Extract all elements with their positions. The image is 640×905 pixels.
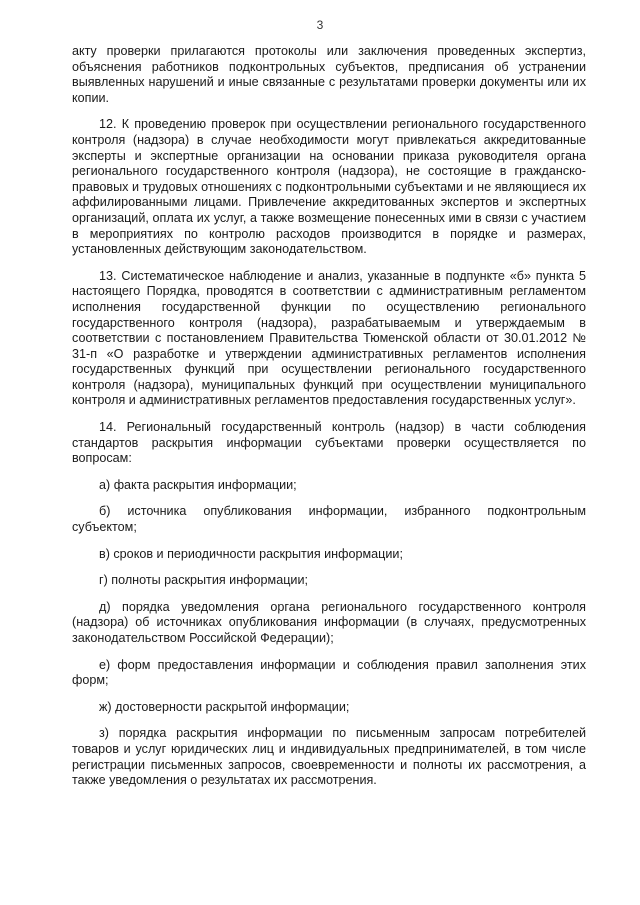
subitem-z: з) порядка раскрытия информации по письменным запросам потребителей товаров и услуг юридических лиц и индивидуальных предпринимателей, в том числе регистрации письменных запросов, своевременности и полноты их рассмотрения, а также уведомления о результатах их рассмотрения. [72,726,586,788]
subitem-a: а) факта раскрытия информации; [99,477,297,492]
subitem-d: д) порядка уведомления органа регионального государственного контроля (надзора) об источниках опубликования информации (в случаях, предусмотренных законодательством Российской Федерации); [72,599,586,645]
paragraph-item-14: 14. Региональный государственный контроль (надзор) в части соблюдения стандартов раскрытия информации субъектами проверки осуществляется по вопросам: [72,420,586,466]
subitem-g: г) полноты раскрытия информации; [99,573,308,588]
subitem-zh: ж) достоверности раскрытой информации; [99,699,350,714]
subitem-e: е) форм предоставления информации и соблюдения правил заполнения этих форм; [72,657,586,688]
paragraph-item-12: 12. К проведению проверок при осуществлении регионального государственного контроля (надзора) в случае необходимости могут привлекаться аккредитованные эксперты и экспертные организации на основании приказа руководителя органа регионального государственного контроля (надзора), не состоящие в гражданско-правовых и трудовых отношениях с подконтрольными субъектами и не являющиеся их аффилированными лицами. Привлечение аккредитованных экспертов и экспертных организаций, оплата их услуг, а также возмещение понесенных ими в связи с участием в мероприятиях по контролю расходов производится в порядке и размерах, установленных действующим законодательством. [72,117,586,257]
page-number: 3 [316,18,324,32]
subitem-b: б) источника опубликования информации, избранного подконтрольным субъектом; [72,504,586,535]
paragraph-continuation: актy проверки прилагаются протоколы или заключения проведенных экспертиз, объяснения работников подконтрольных субъектов, предписания об устранении выявленных нарушений и иные связанные с результатами проверки документы или их копии. [72,44,586,105]
document-body [72,44,586,800]
paragraph-item-13: 13. Систематическое наблюдение и анализ, указанные в подпункте «б» пункта 5 настоящего Порядка, проводятся в соответствии с административным регламентом исполнения государственной функции по осуществлению регионального государственного контроля (надзора), разрабатываемым и утверждаемым в соответствии с постановлением Правительства Тюменской области от 30.01.2012 № 31-п «О разработке и утверждении административных регламентов исполнения государственных функций при осуществлении регионального государственного контроля (надзора), муниципальных функций при осуществлении муниципального контроля и административных регламентов предоставления государственных услуг». [72,268,586,408]
subitem-v: в) сроков и периодичности раскрытия информации; [99,546,403,561]
